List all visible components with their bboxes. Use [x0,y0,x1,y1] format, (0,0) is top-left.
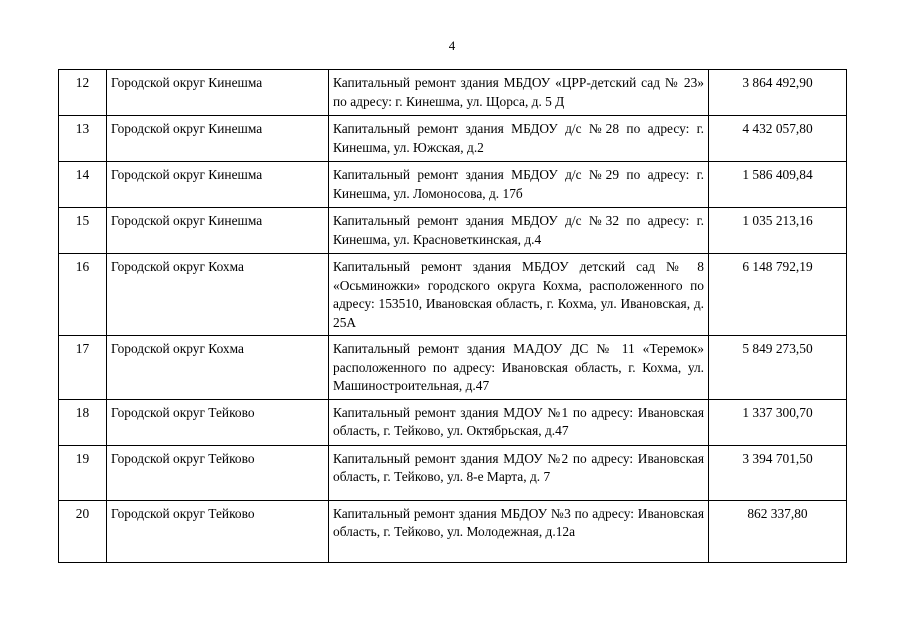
row-number: 15 [59,208,107,254]
description-cell: Капитальный ремонт здания МДОУ №1 по адресу: Ивановская область, г. Тейково, ул. Октябрьская, д.47 [329,399,709,445]
amount-cell: 1 035 213,16 [709,208,847,254]
amount-cell: 3 864 492,90 [709,70,847,116]
row-number: 20 [59,500,107,562]
amount-cell: 862 337,80 [709,500,847,562]
municipality-cell: Городской округ Тейково [107,445,329,500]
row-number: 12 [59,70,107,116]
row-number: 16 [59,254,107,336]
row-number: 13 [59,116,107,162]
description-cell: Капитальный ремонт здания МБДОУ детский сад № 8 «Осьминожки» городского округа Кохма, расположенного по адресу: 153510, Ивановская область, г. Кохма, ул. Ивановская, д. 25А [329,254,709,336]
description-cell: Капитальный ремонт здания МБДОУ №3 по адресу: Ивановская область, г. Тейково, ул. Молодежная, д.12а [329,500,709,562]
amount-cell: 1 586 409,84 [709,162,847,208]
page-number: 4 [448,38,456,53]
description-cell: Капитальный ремонт здания МДОУ №2 по адресу: Ивановская область, г. Тейково, ул. 8-е Марта, д. 7 [329,445,709,500]
amount-cell: 4 432 057,80 [709,116,847,162]
municipality-cell: Городской округ Тейково [107,500,329,562]
table-row [59,70,847,116]
row-number: 18 [59,399,107,445]
row-number: 19 [59,445,107,500]
table-row [59,208,847,254]
description-cell: Капитальный ремонт здания МБДОУ д/с №28 по адресу: г. Кинешма, ул. Южская, д.2 [329,116,709,162]
description-cell: Капитальный ремонт здания МБДОУ д/с №29 по адресу: г. Кинешма, ул. Ломоносова, д. 17б [329,162,709,208]
repair-funding-table [58,69,847,563]
description-cell: Капитальный ремонт здания МБДОУ д/с №32 по адресу: г. Кинешма, ул. Красноветкинская, д.4 [329,208,709,254]
table-row [59,116,847,162]
amount-cell: 1 337 300,70 [709,399,847,445]
table-row [59,254,847,336]
table-row [59,336,847,400]
municipality-cell: Городской округ Кинешма [107,208,329,254]
table-row [59,399,847,445]
amount-cell: 6 148 792,19 [709,254,847,336]
municipality-cell: Городской округ Кинешма [107,70,329,116]
row-number: 17 [59,336,107,400]
municipality-cell: Городской округ Кохма [107,254,329,336]
municipality-cell: Городской округ Кинешма [107,162,329,208]
amount-cell: 3 394 701,50 [709,445,847,500]
table-row [59,500,847,562]
description-cell: Капитальный ремонт здания МБДОУ «ЦРР-детский сад № 23» по адресу: г. Кинешма, ул. Щорса, д. 5 Д [329,70,709,116]
amount-cell: 5 849 273,50 [709,336,847,400]
row-number: 14 [59,162,107,208]
table-row [59,445,847,500]
table-row [59,162,847,208]
municipality-cell: Городской округ Кохма [107,336,329,400]
municipality-cell: Городской округ Кинешма [107,116,329,162]
municipality-cell: Городской округ Тейково [107,399,329,445]
description-cell: Капитальный ремонт здания МАДОУ ДС № 11 «Теремок» расположенного по адресу: Ивановская область, г. Кохма, ул. Машиностроительная, д.47 [329,336,709,400]
